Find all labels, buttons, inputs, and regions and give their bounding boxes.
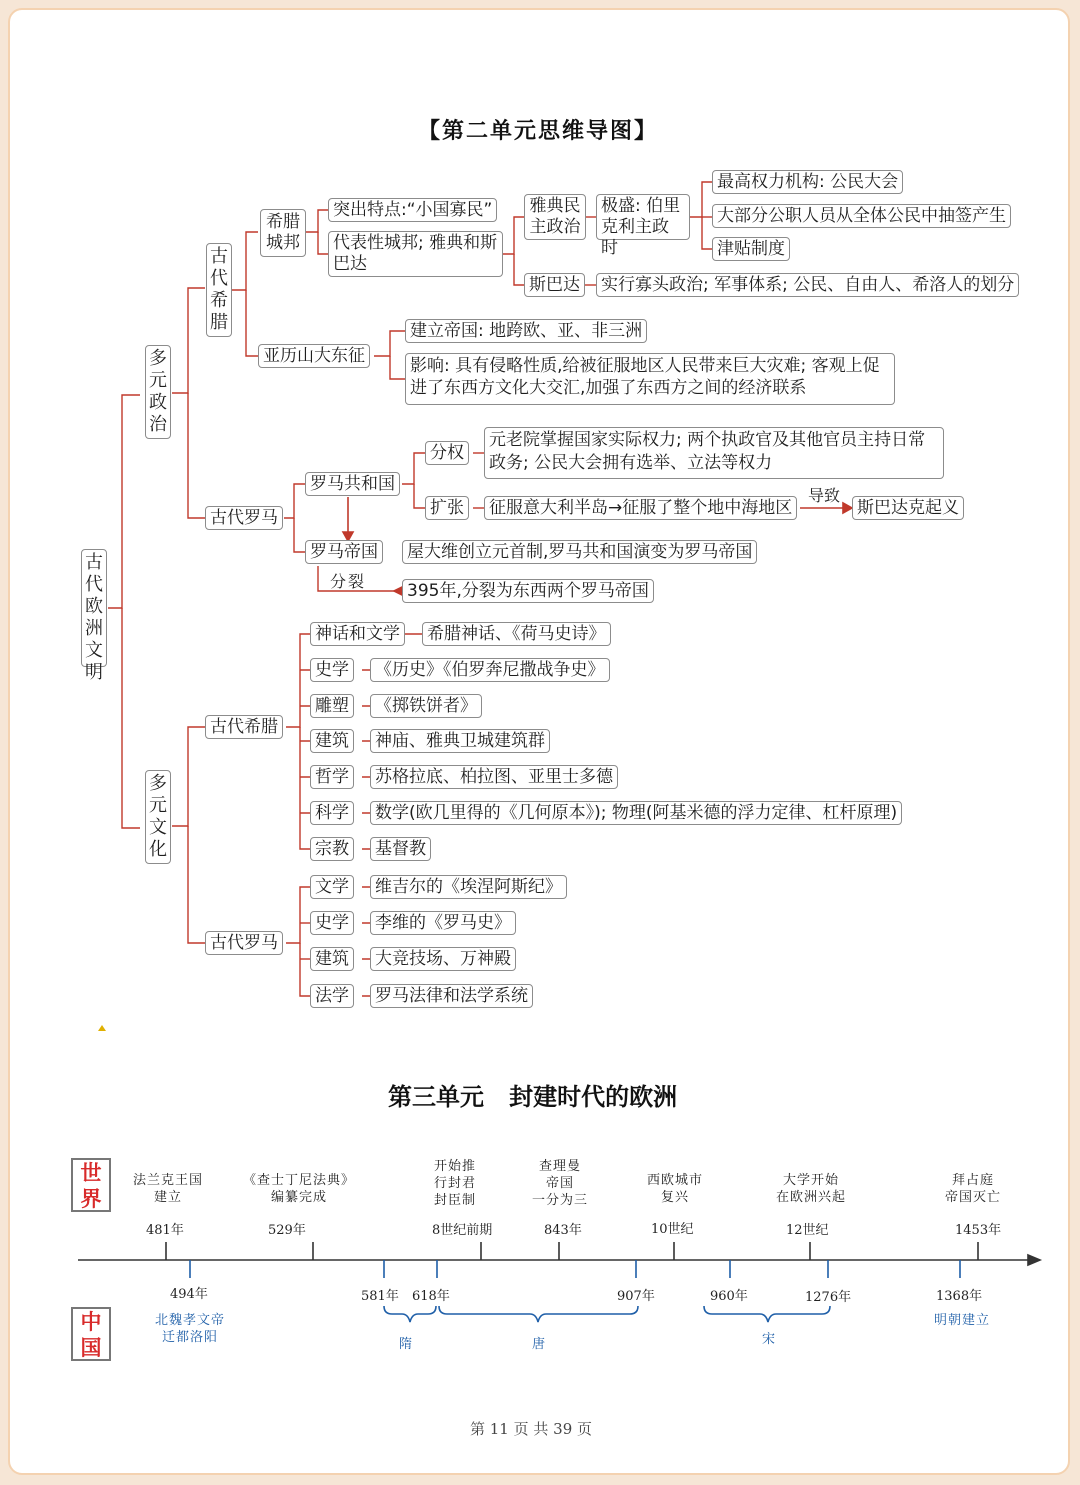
greece-culture-key: 雕塑 (310, 694, 354, 718)
world-event: 西欧城市 复兴 (646, 1173, 703, 1205)
culture-rome-node: 古代罗马 (205, 931, 283, 955)
city-state-node: 希腊城邦 (260, 209, 306, 257)
greece-culture-value: 《掷铁饼者》 (370, 694, 482, 718)
alexander-impact: 影响: 具有侵略性质,给被征服地区人民带来巨大灾难; 客观上促进了东西方文化大交汇,加强了东西方之间的经济联系 (405, 353, 895, 405)
politics-rome-node: 古代罗马 (205, 506, 283, 530)
unit2-title: 【第二单元思维导图】 (418, 118, 659, 144)
world-event-year: 8世纪前期 (432, 1223, 493, 1238)
greece-culture-key: 史学 (310, 658, 354, 682)
world-event-year: 481年 (146, 1223, 184, 1238)
rome-culture-value: 罗马法律和法学系统 (370, 984, 533, 1008)
athens-item-1: 最高权力机构: 公民大会 (712, 170, 903, 194)
world-event: 开始推 行封君 封臣制 (433, 1159, 476, 1208)
small-triangle-mark (98, 1025, 106, 1031)
rome-culture-key: 法学 (310, 984, 354, 1008)
sparta-desc: 实行寡头政治; 军事体系; 公民、自由人、希洛人的划分 (596, 273, 1019, 297)
root-node: 古代欧洲文明 (81, 549, 107, 667)
city-state-representative: 代表性城邦; 雅典和斯巴达 (328, 231, 503, 277)
china-year: 1368年 (936, 1289, 983, 1304)
china-year: 581年 (361, 1289, 399, 1304)
greece-culture-value: 神庙、雅典卫城建筑群 (370, 729, 550, 753)
world-event-year: 529年 (268, 1223, 306, 1238)
city-state-feature: 突出特点:“小国寡民” (328, 198, 497, 222)
rome-culture-key: 文学 (310, 875, 354, 899)
alexander-empire: 建立帝国: 地跨欧、亚、非三洲 (405, 319, 647, 343)
greece-culture-value: 《历史》《伯罗奔尼撒战争史》 (370, 658, 610, 682)
athens-peak: 极盛: 伯里克利主政时 (596, 194, 690, 240)
china-year: 494年 (170, 1287, 208, 1302)
china-label: 中国 (71, 1307, 111, 1361)
rome-culture-value: 李维的《罗马史》 (370, 911, 516, 935)
greece-culture-value: 数学(欧几里得的《几何原本》); 物理(阿基米德的浮力定律、杠杆原理) (370, 801, 902, 825)
culture-greece-node: 古代希腊 (205, 715, 283, 739)
world-event: 《查士丁尼法典》 编纂完成 (242, 1173, 355, 1205)
world-event-year: 843年 (544, 1223, 582, 1238)
alexander-node: 亚历山大东征 (258, 344, 370, 368)
split-desc: 395年,分裂为东西两个罗马帝国 (402, 579, 654, 603)
china-event: 北魏孝文帝 迁都洛阳 (154, 1313, 225, 1345)
page-footer: 第 11 页 共 39 页 (470, 1420, 593, 1438)
rome-culture-key: 建筑 (310, 947, 354, 971)
rome-culture-value: 维吉尔的《埃涅阿斯纪》 (370, 875, 567, 899)
china-year: 960年 (710, 1289, 748, 1304)
sparta-node: 斯巴达 (524, 273, 585, 297)
roman-republic-node: 罗马共和国 (305, 472, 400, 496)
world-event-year: 12世纪 (786, 1223, 829, 1238)
rome-culture-key: 史学 (310, 911, 354, 935)
athens-item-3: 津贴制度 (712, 237, 790, 261)
rome-culture-value: 大竞技场、万神殿 (370, 947, 516, 971)
greece-culture-value: 基督教 (370, 837, 431, 861)
politics-greece-node: 古代希腊 (206, 243, 232, 337)
china-year: 618年 (412, 1289, 450, 1304)
world-event: 查理曼 帝国 一分为三 (531, 1159, 588, 1208)
dynasty-label: 唐 (531, 1337, 546, 1352)
world-event-year: 10世纪 (651, 1222, 694, 1237)
culture-node: 多元文化 (145, 770, 171, 864)
greece-culture-key: 哲学 (310, 765, 354, 789)
athens-item-2: 大部分公职人员从全体公民中抽签产生 (712, 204, 1011, 228)
spartacus-node: 斯巴达克起义 (852, 496, 964, 520)
greece-culture-key: 宗教 (310, 837, 354, 861)
athens-democracy: 雅典民主政治 (524, 194, 586, 240)
dynasty-label: 隋 (398, 1337, 413, 1352)
greece-culture-key: 建筑 (310, 729, 354, 753)
expansion-node: 扩张 (425, 496, 469, 520)
china-event: 明朝建立 (933, 1313, 990, 1328)
china-year: 1276年 (805, 1290, 852, 1305)
leads-to-label: 导致 (808, 486, 841, 505)
unit3-title: 第三单元 封建时代的欧洲 (388, 1083, 678, 1111)
roman-empire-desc: 屋大维创立元首制,罗马共和国演变为罗马帝国 (402, 540, 757, 564)
greece-culture-value: 苏格拉底、柏拉图、亚里士多德 (370, 765, 618, 789)
world-label: 世界 (71, 1158, 111, 1212)
separation-desc: 元老院掌握国家实际权力; 两个执政官及其他官员主持日常政务; 公民大会拥有选举、立法等权力 (484, 427, 944, 479)
separation-node: 分权 (425, 441, 469, 465)
roman-empire-node: 罗马帝国 (305, 540, 383, 564)
world-event-year: 1453年 (955, 1223, 1002, 1238)
expansion-desc: 征服意大利半岛→征服了整个地中海地区 (484, 496, 797, 520)
world-event: 拜占庭 帝国灭亡 (944, 1173, 1001, 1205)
greece-culture-key: 科学 (310, 801, 354, 825)
split-label: 分裂 (330, 572, 367, 591)
china-year: 907年 (617, 1289, 655, 1304)
dynasty-label: 宋 (761, 1332, 776, 1347)
greece-culture-key: 神话和文学 (310, 622, 405, 646)
world-event: 法兰克王国 建立 (132, 1173, 203, 1205)
greece-culture-value: 希腊神话、《荷马史诗》 (422, 622, 611, 646)
politics-node: 多元政治 (145, 345, 171, 439)
world-event: 大学开始 在欧洲兴起 (775, 1173, 846, 1205)
